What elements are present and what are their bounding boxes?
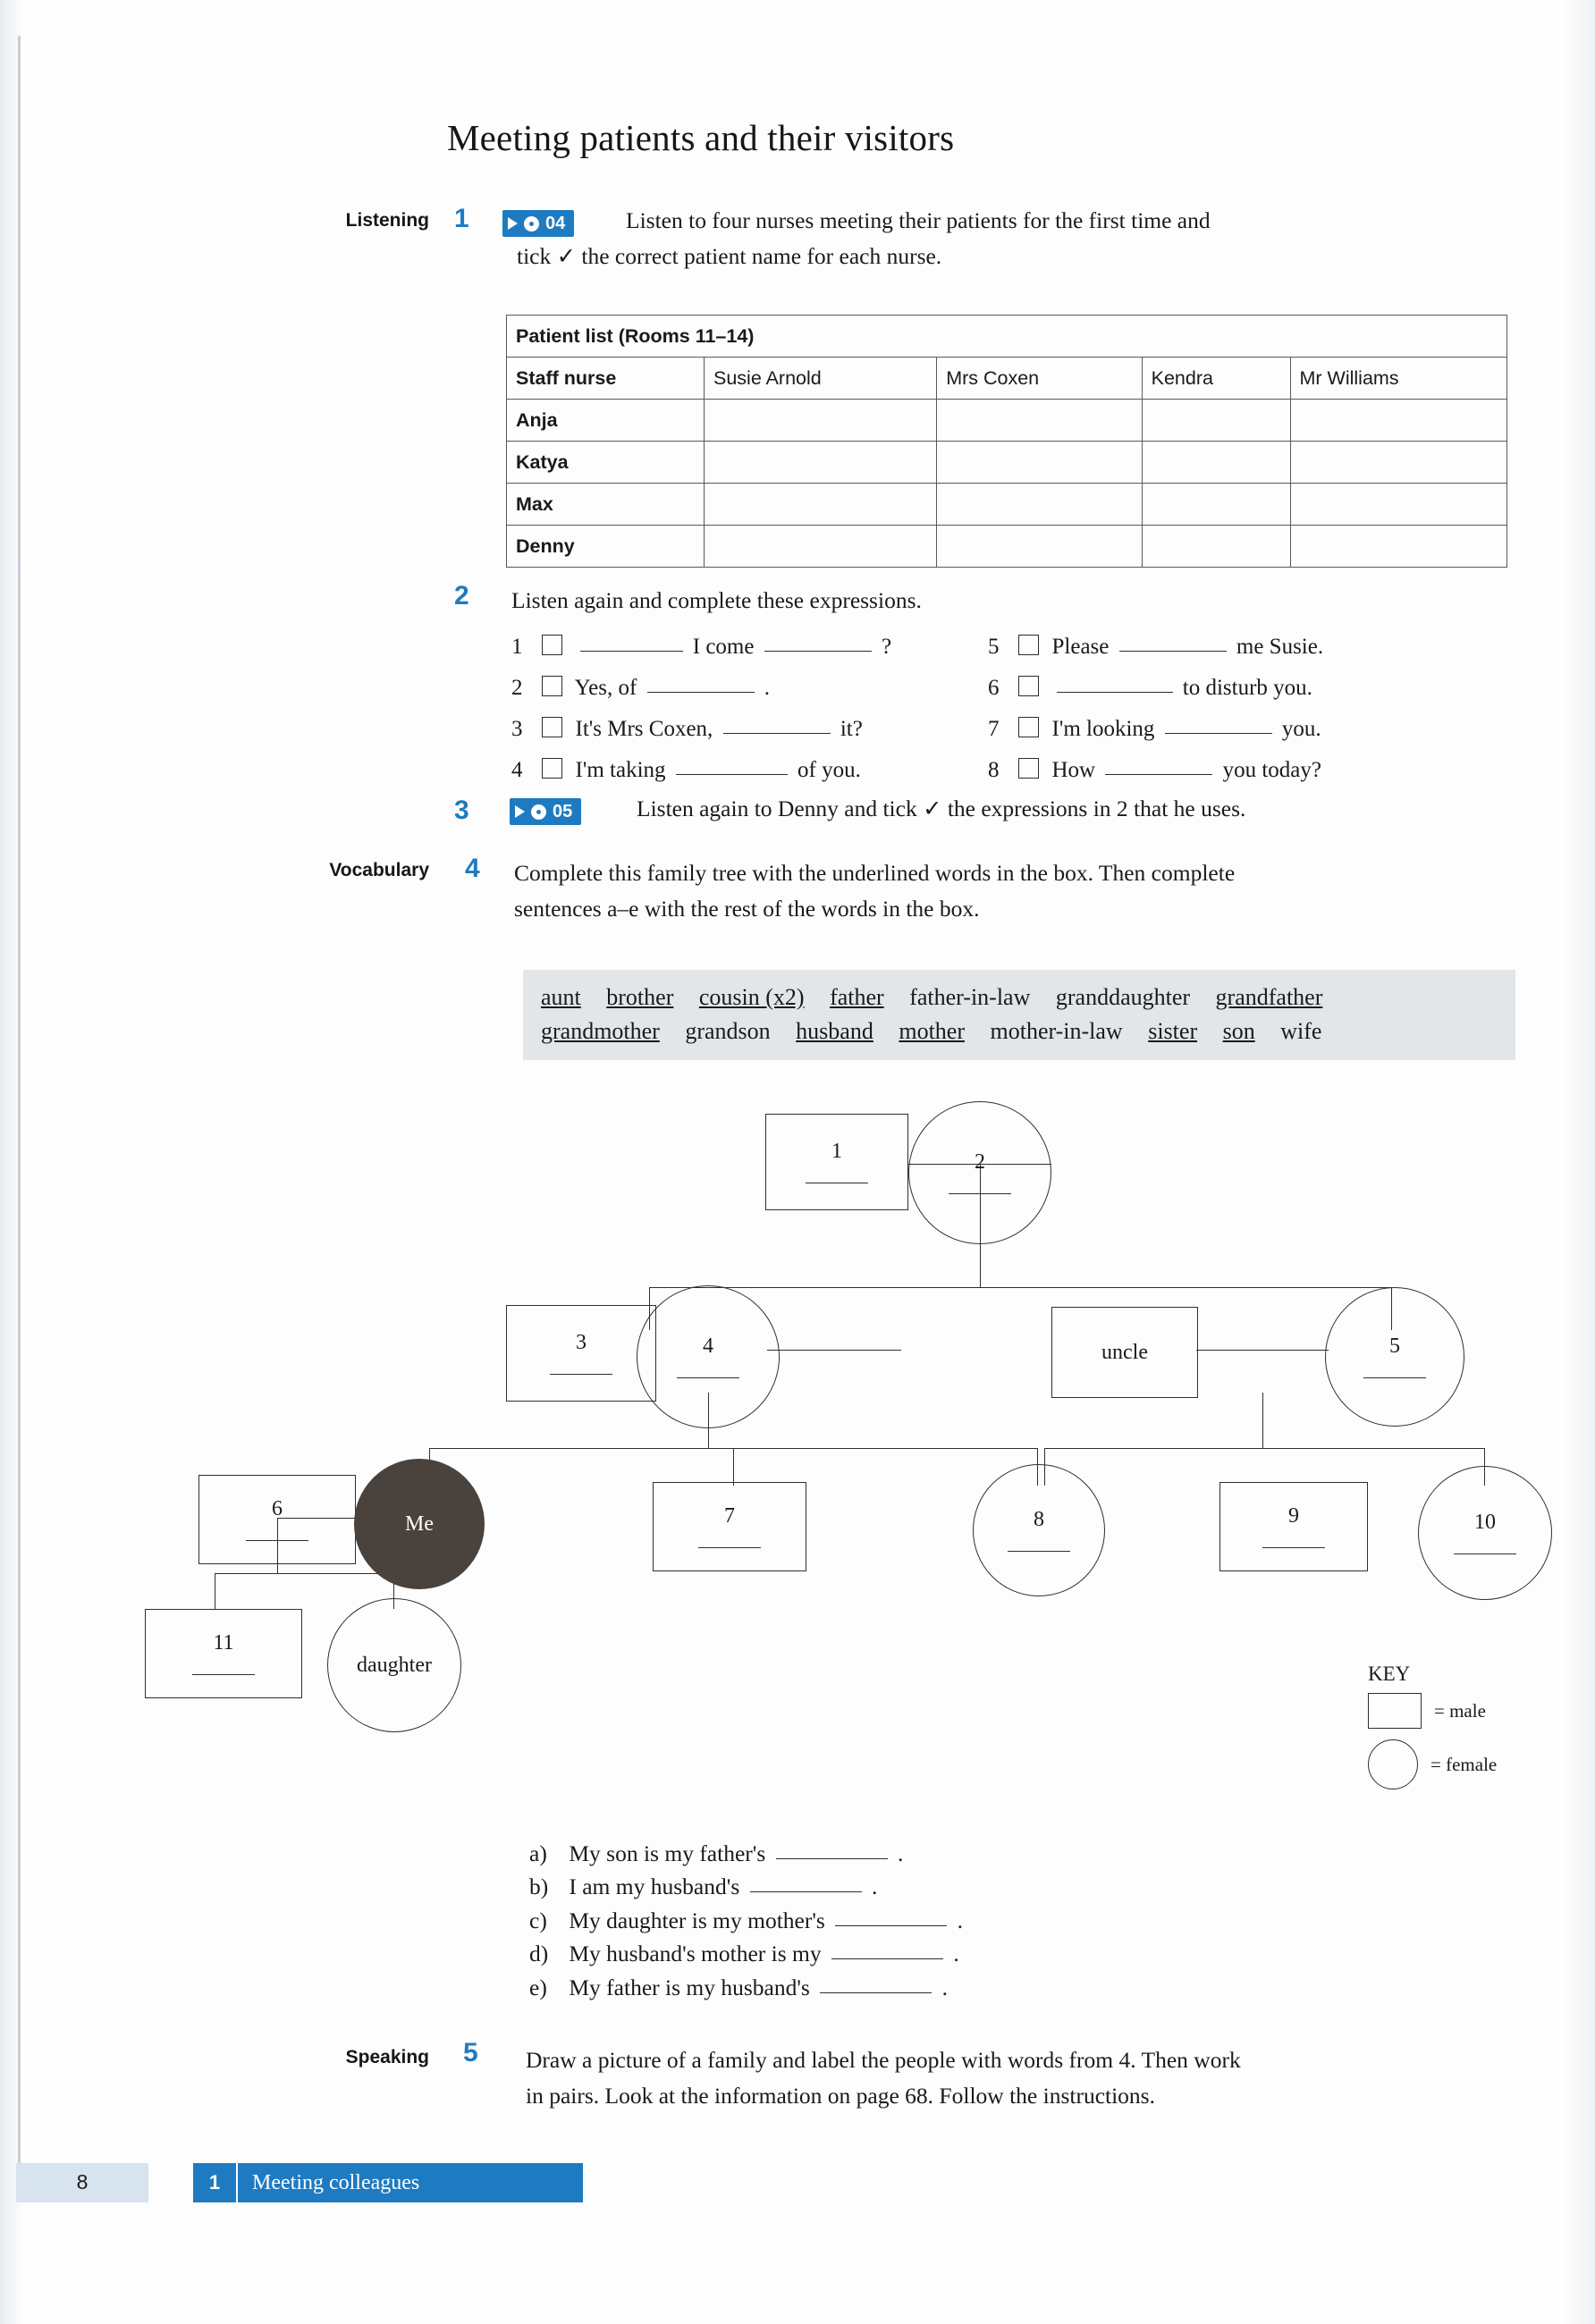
tree-node-4-label: 4 [703,1335,713,1358]
tree-node-6-blank[interactable] [246,1539,308,1541]
table-cell-denny-williams[interactable] [1290,526,1507,568]
sentence-a-blank[interactable] [776,1844,888,1859]
q2-item-5-pre: Please [1051,635,1110,659]
q2-item-8-post: you today? [1222,758,1321,782]
tree-node-3[interactable] [506,1305,656,1402]
q2-item-2-number: 2 [511,676,523,700]
q2-item-1-checkbox[interactable] [542,635,562,655]
key-row-male [1368,1693,1497,1729]
tree-node-4[interactable] [637,1285,780,1428]
table-cell-katya-williams[interactable] [1290,442,1507,484]
q2-item-1-post: ? [881,635,892,659]
tree-node-daughter-label: daughter [357,1653,432,1677]
table-cell-katya-susie[interactable] [705,442,937,484]
tree-node-8[interactable] [973,1464,1105,1596]
key-male-label: = male [1434,1699,1486,1722]
tree-node-3-blank[interactable] [550,1373,612,1375]
tree-node-2[interactable] [908,1101,1051,1244]
exercise-number-1: 1 [454,204,469,233]
audio-track-number: 05 [553,801,573,821]
audio-track-badge-04[interactable] [502,210,574,237]
male-square-icon [1368,1693,1422,1729]
play-icon [508,217,518,230]
sentence-e-text: My father is my husband's [569,1974,810,2000]
table-cell-katya-kendra[interactable] [1142,442,1290,484]
table-caption-row [507,316,1507,358]
word-father-in-law[interactable]: father-in-law [909,984,1031,1010]
q2-item-6-post: to disturb you. [1182,676,1312,700]
q2-item-7-pre: I'm looking [1051,717,1155,741]
sentence-c[interactable] [529,1904,963,1937]
female-circle-icon [1368,1739,1418,1789]
audio-track-number: 04 [545,213,566,233]
table-cell-katya-coxen[interactable] [937,442,1142,484]
sentence-e-blank[interactable] [820,1978,932,1993]
table-cell-anja-williams[interactable] [1290,400,1507,442]
word-box-line-1 [541,981,1498,1015]
table-col-mrs-coxen: Mrs Coxen [937,358,1142,400]
q2-item-2-blank[interactable] [647,678,755,693]
q2-item-5-blank[interactable] [1119,636,1227,652]
sentence-a[interactable] [529,1837,963,1870]
q2-item-3-checkbox[interactable] [542,717,562,737]
exercise-4-sentences [529,1837,963,2004]
play-icon [515,805,525,818]
table-col-kendra: Kendra [1142,358,1290,400]
tree-node-me-label: Me [405,1511,434,1536]
tree-node-11-blank[interactable] [192,1673,255,1675]
word-aunt[interactable]: aunt [541,984,581,1010]
table-cell-denny-susie[interactable] [705,526,937,568]
word-mother[interactable]: mother [899,1017,965,1044]
q2-item-2-pre: Yes, of [574,676,637,700]
sentence-d-alpha: d) [529,1941,549,1967]
q2-item-1-blank-b[interactable] [764,636,872,652]
sentence-e[interactable] [529,1971,963,2004]
table-row-label-katya: Katya [507,442,705,484]
q2-item-4-pre: I'm taking [575,758,666,782]
table-cell-max-susie[interactable] [705,484,937,526]
tree-node-1-blank[interactable] [806,1182,868,1183]
section-label-speaking: Speaking [345,2047,429,2067]
word-grandmother[interactable]: grandmother [541,1017,660,1044]
connector-uncle-5 [1196,1350,1329,1351]
q2-item-5-checkbox[interactable] [1018,635,1039,655]
exercise-5-instruction-line2: in pairs. Look at the information on page 68. Follow the instructions. [526,2083,1155,2109]
q2-item-8-pre: How [1051,758,1096,782]
tree-node-9[interactable] [1219,1482,1368,1571]
exercise-1-instruction-line1: Listen to four nurses meeting their patients for the first time and [626,207,1211,233]
table-caption: Patient list (Rooms 11–14) [507,316,1507,358]
word-son[interactable]: son [1222,1017,1255,1044]
tree-node-5-label: 5 [1389,1335,1400,1358]
table-cell-denny-kendra[interactable] [1142,526,1290,568]
table-col-mr-williams: Mr Williams [1290,358,1507,400]
q2-item-4-post: of you. [798,758,861,782]
word-brother[interactable]: brother [606,984,674,1010]
q2-item-3-pre: It's Mrs Coxen, [575,717,713,741]
word-granddaughter[interactable]: granddaughter [1055,984,1191,1010]
table-cell-anja-kendra[interactable] [1142,400,1290,442]
key-title: KEY [1368,1663,1411,1685]
tree-node-3-label: 3 [576,1331,587,1354]
exercise-number-4: 4 [465,854,480,883]
footer-unit-number: 1 [193,2163,236,2202]
tree-node-me[interactable] [354,1459,485,1589]
q2-item-3[interactable] [511,717,863,742]
table-row [507,442,1507,484]
q2-item-8[interactable] [988,758,1321,783]
word-box-line-2 [541,1015,1498,1048]
q2-item-5-number: 5 [988,635,1000,659]
word-father[interactable]: father [830,984,884,1010]
page-spine [18,36,21,2181]
q2-item-5-post: me Susie. [1236,635,1324,659]
tree-node-9-label: 9 [1288,1504,1299,1528]
q2-item-7-checkbox[interactable] [1018,717,1039,737]
connector-gen2-right-bar [1044,1448,1484,1449]
q2-item-4-number: 4 [511,758,523,782]
key-female-label: = female [1430,1753,1498,1775]
sentence-a-post: . [898,1840,904,1866]
sentence-c-blank[interactable] [835,1911,947,1926]
q2-item-6-blank[interactable] [1057,678,1173,693]
footer-page-number: 8 [76,2170,89,2193]
tree-node-11[interactable] [145,1609,302,1698]
exercise-4-instruction-line1: Complete this family tree with the underlined words in the box. Then complete [514,860,1236,886]
tree-node-2-blank[interactable] [949,1192,1011,1194]
tree-node-6[interactable] [198,1475,356,1564]
section-label-listening: Listening [345,210,429,231]
word-wife[interactable]: wife [1280,1017,1322,1044]
tree-node-10[interactable] [1418,1466,1552,1600]
table-cell-denny-coxen[interactable] [937,526,1142,568]
audio-disc-icon [524,216,539,232]
connector-3-4 [767,1350,901,1351]
table-row [507,526,1507,568]
tree-node-uncle-label: uncle [1101,1340,1148,1364]
q2-item-6-number: 6 [988,676,1000,700]
table-row [507,484,1507,526]
vocabulary-word-box [523,970,1515,1060]
q2-item-8-blank[interactable] [1105,760,1212,775]
table-cell-max-coxen[interactable] [937,484,1142,526]
tree-key [1368,1663,1497,1800]
tree-node-2-label: 2 [975,1150,985,1174]
sentence-a-text: My son is my father's [569,1840,766,1866]
tree-node-11-label: 11 [213,1631,234,1655]
sentence-d-post: . [953,1941,959,1967]
tree-node-10-blank[interactable] [1454,1553,1516,1554]
q2-item-6-checkbox[interactable] [1018,676,1039,696]
q2-item-2-checkbox[interactable] [542,676,562,696]
tree-node-6-label: 6 [272,1497,283,1520]
sentence-d[interactable] [529,1937,963,1970]
q2-item-4-blank[interactable] [676,760,788,775]
connector-gen2-right-down [1262,1393,1263,1448]
sentence-c-alpha: c) [529,1907,547,1933]
exercise-3-instruction: Listen again to Denny and tick ✓ the expressions in 2 that he uses. [637,796,1246,821]
connector-children-bar [215,1573,393,1574]
sentence-b-post: . [872,1874,878,1900]
tree-node-7-label: 7 [724,1504,735,1528]
q2-item-2-post: . [764,676,771,700]
word-grandfather[interactable]: grandfather [1215,984,1323,1010]
table-row-label-denny: Denny [507,526,705,568]
q2-item-1-blank-a[interactable] [580,636,683,652]
exercise-4-instruction-line2: sentences a–e with the rest of the words in the box. [514,896,980,922]
q2-item-6[interactable] [988,676,1312,701]
exercise-1-instruction-line2: tick ✓ the correct patient name for each nurse. [517,243,942,269]
exercise-number-2: 2 [454,581,469,610]
word-husband[interactable]: husband [796,1017,873,1044]
sentence-b[interactable] [529,1870,963,1903]
sentence-b-alpha: b) [529,1874,549,1900]
word-cousin[interactable]: cousin (x2) [698,984,805,1010]
patient-list-table [506,315,1507,568]
q2-item-5[interactable] [988,635,1323,660]
exercise-number-3: 3 [454,796,469,825]
sentence-d-blank[interactable] [831,1944,943,1959]
q2-item-8-number: 8 [988,758,1000,782]
sentence-b-text: I am my husband's [569,1874,740,1900]
sentence-d-text: My husband's mother is my [569,1941,822,1967]
key-row-female [1368,1739,1497,1789]
q2-item-1-number: 1 [511,635,523,659]
q2-item-3-post: it? [840,717,863,741]
tree-node-10-label: 10 [1474,1511,1496,1534]
table-header-row [507,358,1507,400]
footer-unit-name: Meeting colleagues [238,2163,583,2202]
table-cell-max-kendra[interactable] [1142,484,1290,526]
table-cell-anja-susie[interactable] [705,400,937,442]
sentence-b-blank[interactable] [750,1877,862,1892]
table-cell-anja-coxen[interactable] [937,400,1142,442]
tree-node-1[interactable] [765,1114,908,1210]
word-grandson[interactable]: grandson [685,1017,771,1044]
word-mother-in-law[interactable]: mother-in-law [990,1017,1123,1044]
table-row-label-max: Max [507,484,705,526]
tree-node-uncle[interactable] [1051,1307,1198,1398]
q2-item-8-checkbox[interactable] [1018,758,1039,779]
q2-item-4-checkbox[interactable] [542,758,562,779]
table-row-label-anja: Anja [507,400,705,442]
exercise-number-5: 5 [463,2038,478,2067]
word-sister[interactable]: sister [1148,1017,1198,1044]
q2-item-7-number: 7 [988,717,1000,741]
exercise-2-instruction: Listen again and complete these expressions. [511,587,922,613]
tree-node-9-blank[interactable] [1262,1546,1325,1548]
family-tree-diagram [161,1082,1574,1877]
audio-disc-icon [531,804,546,820]
connector-gen1-sib-bar [649,1287,1391,1288]
q2-item-2[interactable] [511,676,770,701]
table-col-staff-nurse: Staff nurse [507,358,705,400]
connector-to-node7 [733,1448,734,1486]
tree-node-1-label: 1 [831,1140,842,1163]
tree-node-5[interactable] [1325,1287,1464,1427]
q2-item-4[interactable] [511,758,861,783]
page-title: Meeting patients and their visitors [447,117,955,158]
table-cell-max-williams[interactable] [1290,484,1507,526]
sentence-a-alpha: a) [529,1840,547,1866]
q2-item-7[interactable] [988,717,1321,742]
tree-node-7-blank[interactable] [698,1546,761,1548]
tree-node-8-blank[interactable] [1008,1550,1070,1552]
sentence-c-text: My daughter is my mother's [569,1907,825,1933]
q2-item-3-blank[interactable] [723,719,831,734]
table-row [507,400,1507,442]
audio-track-badge-05[interactable] [510,798,581,825]
tree-node-daughter[interactable] [327,1598,461,1732]
sentence-e-alpha: e) [529,1974,547,2000]
sentence-c-post: . [957,1907,963,1933]
q2-item-1-mid: I come [692,635,755,659]
tree-node-8-label: 8 [1034,1508,1044,1531]
q2-item-7-blank[interactable] [1165,719,1272,734]
q2-item-3-number: 3 [511,717,523,741]
q2-item-7-post: you. [1281,717,1321,741]
table-col-susie-arnold: Susie Arnold [705,358,937,400]
exercise-5-instruction-line1: Draw a picture of a family and label the people with words from 4. Then work [526,2047,1241,2073]
tree-node-7[interactable] [653,1482,806,1571]
section-label-vocabulary: Vocabulary [329,860,429,880]
sentence-e-post: . [941,1974,948,2000]
tree-node-4-blank[interactable] [677,1377,739,1378]
tree-node-5-blank[interactable] [1363,1377,1426,1378]
q2-item-1[interactable] [511,635,891,660]
